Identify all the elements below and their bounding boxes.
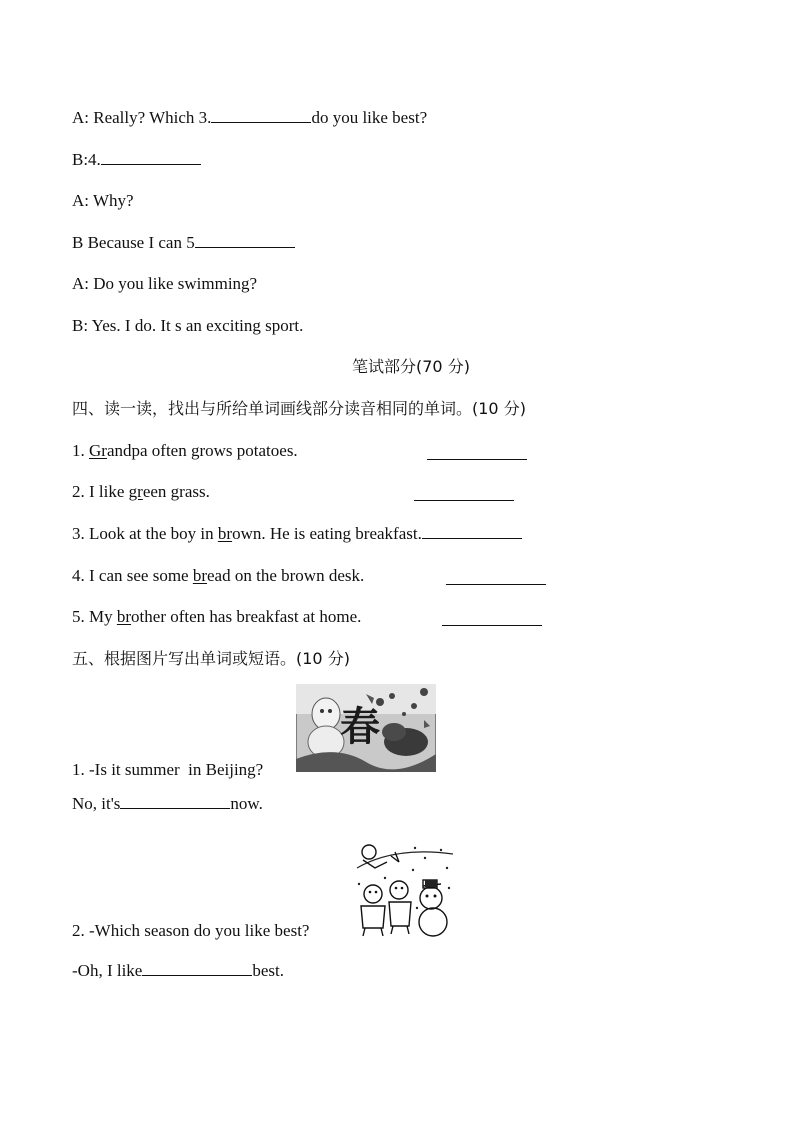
written-section-header: 笔试部分(70 分) <box>352 357 470 376</box>
item-number: 1. <box>72 441 89 460</box>
spring-character: 春 <box>340 704 380 750</box>
dialogue-line-5 <box>72 232 295 254</box>
answer-prefix: -Oh, I like <box>72 961 143 980</box>
item-number: 5. <box>72 607 89 626</box>
dialogue-text: do you like best? <box>311 108 428 127</box>
answer-prefix: No, it's <box>72 794 121 813</box>
item-text: ead on the brown desk. <box>207 566 365 585</box>
item-text: I like <box>89 482 129 501</box>
item-text: I can see some <box>89 566 193 585</box>
section5-title: 五、根据图片写出单词或短语。(10 分) <box>72 649 350 668</box>
answer-suffix: best. <box>252 961 284 980</box>
item-text: own. He is eating breakfast. <box>232 524 422 543</box>
answer-blank-s4-5[interactable] <box>442 611 542 626</box>
section5-a1 <box>72 793 263 815</box>
underlined-letters: br <box>116 607 132 626</box>
underlined-letters: gr <box>128 482 143 501</box>
spring-picture <box>296 684 436 772</box>
dialogue-line-exciting: B: Yes. I do. It s an exciting sport. <box>72 316 304 335</box>
answer-suffix: now. <box>230 794 263 813</box>
section4-title: 四、读一读，找出与所给单词画线部分读音相同的单词。(10 分) <box>72 399 526 418</box>
item-number: 4. <box>72 566 89 585</box>
dialogue-line-4 <box>72 149 201 171</box>
section4-item-4 <box>72 565 364 587</box>
dialogue-text: A: Really? Which 3. <box>72 108 212 127</box>
section4-item-3 <box>72 523 522 545</box>
answer-blank-5[interactable] <box>195 233 295 248</box>
underlined-letters: Gr <box>89 441 107 460</box>
section4-item-1 <box>72 440 298 462</box>
dialogue-text: B:4. <box>72 150 101 169</box>
answer-blank-s4-3[interactable] <box>422 524 522 539</box>
answer-blank-s5-2[interactable] <box>142 961 252 976</box>
answer-blank-4[interactable] <box>101 150 201 165</box>
section5-q1: 1. -Is it summer in Beijing? <box>72 760 264 779</box>
underlined-letters: br <box>192 566 208 585</box>
winter-picture <box>355 838 455 938</box>
section4-item-5 <box>72 606 361 628</box>
item-number: 2. <box>72 482 89 501</box>
item-text: een grass. <box>142 482 210 501</box>
item-text: Look at the boy in <box>89 524 218 543</box>
dialogue-line-swimming: A: Do you like swimming? <box>72 274 258 293</box>
underlined-letters: br <box>217 524 233 543</box>
item-text: andpa often grows potatoes. <box>106 441 298 460</box>
section4-item-2 <box>72 481 210 503</box>
section5-q2: 2. -Which season do you like best? <box>72 921 310 940</box>
item-text: other often has breakfast at home. <box>131 607 362 626</box>
answer-blank-s4-1[interactable] <box>427 445 527 460</box>
dialogue-line-3 <box>72 107 427 129</box>
answer-blank-s4-4[interactable] <box>446 570 546 585</box>
dialogue-line-why: A: Why? <box>72 191 134 210</box>
item-text: My <box>89 607 117 626</box>
section5-a2 <box>72 960 284 982</box>
answer-blank-s5-1[interactable] <box>120 794 230 809</box>
dialogue-text: B Because I can 5 <box>72 233 195 252</box>
item-number: 3. <box>72 524 89 543</box>
answer-blank-3[interactable] <box>211 108 311 123</box>
answer-blank-s4-2[interactable] <box>414 486 514 501</box>
